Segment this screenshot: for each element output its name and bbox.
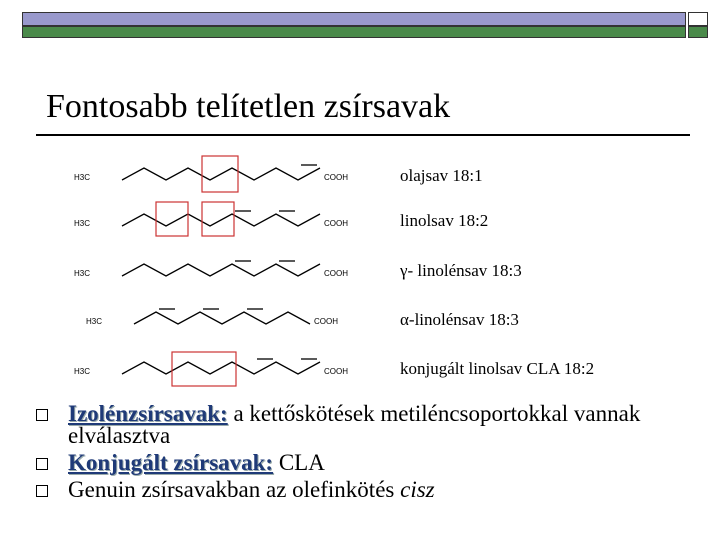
carboxyl-label: COOH [324, 173, 348, 182]
bullet-emphasis: cisz [400, 477, 435, 502]
bullet-term: Izolénzsírsavak: [68, 401, 228, 426]
carboxyl-label: COOH [324, 269, 348, 278]
header-corner-square [688, 12, 708, 26]
acid-label-gamma-linolenic: γ- linolénsav 18:3 [400, 261, 522, 280]
square-bullet-icon [36, 458, 48, 470]
carboxyl-label: COOH [314, 317, 338, 326]
header-bar [22, 12, 710, 38]
methyl-label: H3C [74, 367, 91, 376]
acid-label-cla: konjugált linolsav CLA 18:2 [400, 359, 595, 378]
acid-label-linoleic: linolsav 18:2 [400, 211, 489, 230]
bullet-item [36, 403, 716, 447]
bullet-text: Genuin zsírsavakban az olefinkötés [68, 477, 401, 502]
bullet-item [36, 479, 716, 501]
square-bullet-icon [36, 409, 48, 421]
slide-title: Fontosabb telítetlen zsírsavak [46, 88, 451, 125]
bullet-list [36, 403, 716, 506]
title-underline [36, 134, 690, 136]
double-bond-highlight [172, 352, 236, 386]
bullet-text: a kettőskötések metiléncsoportokkal vannak elválasztva [68, 401, 641, 448]
fatty-acid-structures [70, 150, 390, 390]
carbon-chain [134, 312, 310, 324]
bullet-term: Konjugált zsírsavak: [68, 450, 274, 475]
double-bond-highlight [156, 202, 188, 236]
methyl-label: H3C [86, 317, 103, 326]
square-bullet-icon [36, 485, 48, 497]
acid-label-oleic: olajsav 18:1 [400, 166, 483, 185]
methyl-label: H3C [74, 173, 91, 182]
methyl-label: H3C [74, 269, 91, 278]
bullet-text: CLA [273, 450, 325, 475]
bullet-item [36, 452, 716, 474]
carboxyl-label: COOH [324, 219, 348, 228]
carbon-chain [122, 168, 320, 180]
carbon-chain [122, 362, 320, 374]
double-bond-highlight [202, 202, 234, 236]
header-corner-square-green [688, 26, 708, 38]
methyl-label: H3C [74, 219, 91, 228]
carbon-chain [122, 214, 320, 226]
header-green-stripe [22, 26, 686, 38]
carbon-chain [122, 264, 320, 276]
header-purple-stripe [22, 12, 686, 26]
carboxyl-label: COOH [324, 367, 348, 376]
acid-label-alpha-linolenic: α-linolénsav 18:3 [400, 310, 519, 329]
